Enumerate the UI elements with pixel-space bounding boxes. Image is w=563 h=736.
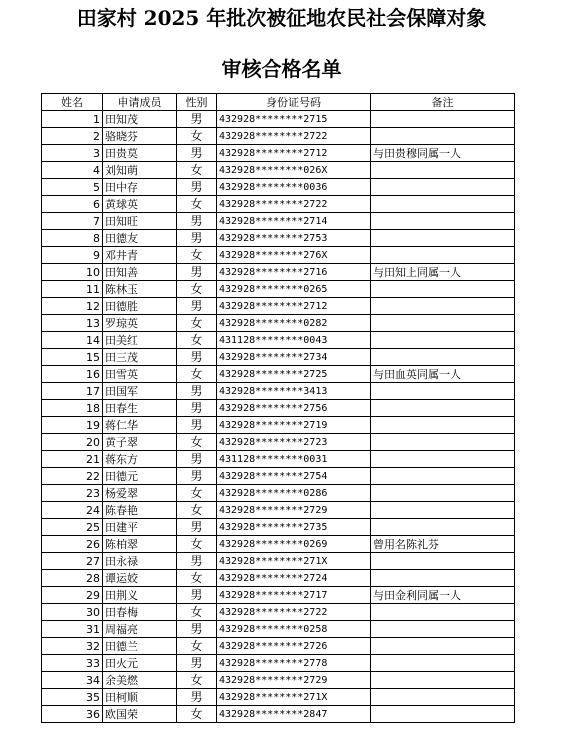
cell-sex: 男: [177, 400, 217, 417]
table-row: [42, 434, 515, 451]
cell-note: [371, 128, 515, 145]
cell-sex: 男: [177, 689, 217, 706]
cell-id-number: 432928********0265: [217, 281, 371, 298]
table-row: [42, 621, 515, 638]
cell-id-number: 432928********026X: [217, 162, 371, 179]
cell-no: 15: [42, 349, 103, 366]
cell-id-number: 432928********2715: [217, 111, 371, 128]
cell-no: 9: [42, 247, 103, 264]
cell-member-name: 谭运姣: [103, 570, 177, 587]
cell-note: [371, 298, 515, 315]
cell-sex: 男: [177, 587, 217, 604]
cell-note: [371, 655, 515, 672]
header-member: 申请成员: [103, 94, 177, 111]
cell-member-name: 余美燃: [103, 672, 177, 689]
cell-id-number: 432928********0258: [217, 621, 371, 638]
cell-sex: 女: [177, 128, 217, 145]
cell-member-name: 蒋东方: [103, 451, 177, 468]
cell-member-name: 周福亮: [103, 621, 177, 638]
cell-no: 34: [42, 672, 103, 689]
cell-id-number: 432928********2735: [217, 519, 371, 536]
cell-member-name: 田知茂: [103, 111, 177, 128]
cell-member-name: 陈林玉: [103, 281, 177, 298]
cell-id-number: 432928********2726: [217, 638, 371, 655]
table-row: [42, 332, 515, 349]
cell-id-number: 432928********2719: [217, 417, 371, 434]
header-id: 身份证号码: [217, 94, 371, 111]
cell-member-name: 罗琼英: [103, 315, 177, 332]
cell-member-name: 田中存: [103, 179, 177, 196]
cell-no: 18: [42, 400, 103, 417]
cell-member-name: 田美红: [103, 332, 177, 349]
table-row: [42, 162, 515, 179]
table-row: [42, 349, 515, 366]
cell-no: 29: [42, 587, 103, 604]
table-row: [42, 536, 515, 553]
cell-member-name: 田春生: [103, 400, 177, 417]
table-row: [42, 400, 515, 417]
cell-note: [371, 502, 515, 519]
cell-member-name: 蒋仁华: [103, 417, 177, 434]
document-title: 田家村 2025 年批次被征地农民社会保障对象: [76, 6, 487, 30]
cell-note: [371, 281, 515, 298]
cell-no: 4: [42, 162, 103, 179]
cell-sex: 女: [177, 604, 217, 621]
cell-sex: 女: [177, 162, 217, 179]
table-row: [42, 179, 515, 196]
cell-note: [371, 349, 515, 366]
cell-member-name: 田柯顺: [103, 689, 177, 706]
cell-id-number: 432928********3413: [217, 383, 371, 400]
cell-no: 27: [42, 553, 103, 570]
cell-id-number: 432928********2734: [217, 349, 371, 366]
table-row: [42, 230, 515, 247]
cell-id-number: 432928********0036: [217, 179, 371, 196]
cell-member-name: 田火元: [103, 655, 177, 672]
cell-no: 21: [42, 451, 103, 468]
cell-note: [371, 383, 515, 400]
cell-member-name: 田知旺: [103, 213, 177, 230]
table-row: [42, 383, 515, 400]
table-row: [42, 111, 515, 128]
cell-no: 28: [42, 570, 103, 587]
cell-note: [371, 672, 515, 689]
cell-note: [371, 417, 515, 434]
cell-id-number: 432928********2717: [217, 587, 371, 604]
cell-no: 19: [42, 417, 103, 434]
cell-sex: 女: [177, 502, 217, 519]
cell-note: [371, 553, 515, 570]
cell-no: 35: [42, 689, 103, 706]
table-row: [42, 587, 515, 604]
cell-no: 2: [42, 128, 103, 145]
table-body: [42, 111, 515, 723]
cell-sex: 女: [177, 706, 217, 723]
cell-sex: 男: [177, 111, 217, 128]
cell-note: [371, 434, 515, 451]
cell-member-name: 欧国荣: [103, 706, 177, 723]
cell-sex: 男: [177, 264, 217, 281]
cell-member-name: 杨爱翠: [103, 485, 177, 502]
cell-sex: 女: [177, 638, 217, 655]
cell-no: 26: [42, 536, 103, 553]
cell-sex: 女: [177, 434, 217, 451]
cell-no: 8: [42, 230, 103, 247]
header-sex: 性别: [177, 94, 217, 111]
cell-member-name: 骆晓芬: [103, 128, 177, 145]
header-row: [42, 94, 515, 111]
cell-no: 14: [42, 332, 103, 349]
cell-id-number: 432928********2778: [217, 655, 371, 672]
cell-no: 13: [42, 315, 103, 332]
table-row: [42, 264, 515, 281]
cell-member-name: 田三茂: [103, 349, 177, 366]
cell-note: [371, 162, 515, 179]
cell-sex: 男: [177, 145, 217, 162]
cell-note: 与田金利同属一人: [371, 587, 515, 604]
cell-no: 25: [42, 519, 103, 536]
cell-member-name: 田春梅: [103, 604, 177, 621]
cell-member-name: 田永禄: [103, 553, 177, 570]
cell-sex: 女: [177, 570, 217, 587]
cell-id-number: 432928********0282: [217, 315, 371, 332]
cell-sex: 男: [177, 417, 217, 434]
cell-no: 11: [42, 281, 103, 298]
table-row: [42, 128, 515, 145]
cell-member-name: 田荆义: [103, 587, 177, 604]
cell-note: [371, 230, 515, 247]
cell-sex: 男: [177, 383, 217, 400]
cell-note: 与田血英同属一人: [371, 366, 515, 383]
roster-table: [41, 93, 515, 723]
cell-sex: 男: [177, 230, 217, 247]
cell-id-number: 432928********2723: [217, 434, 371, 451]
cell-note: 与田贵穆同属一人: [371, 145, 515, 162]
cell-no: 16: [42, 366, 103, 383]
table-row: [42, 468, 515, 485]
cell-note: [371, 213, 515, 230]
cell-no: 24: [42, 502, 103, 519]
cell-member-name: 田德元: [103, 468, 177, 485]
table-header: [42, 94, 515, 111]
table-row: [42, 366, 515, 383]
table-row: [42, 570, 515, 587]
cell-no: 22: [42, 468, 103, 485]
cell-no: 6: [42, 196, 103, 213]
header-note: 备注: [371, 94, 515, 111]
cell-id-number: 432928********2722: [217, 604, 371, 621]
cell-sex: 女: [177, 672, 217, 689]
table-row: [42, 689, 515, 706]
cell-note: [371, 451, 515, 468]
cell-id-number: 432928********2729: [217, 502, 371, 519]
cell-sex: 女: [177, 366, 217, 383]
table-row: [42, 604, 515, 621]
cell-member-name: 黄子翠: [103, 434, 177, 451]
cell-note: [371, 247, 515, 264]
cell-no: 17: [42, 383, 103, 400]
cell-sex: 男: [177, 451, 217, 468]
cell-no: 1: [42, 111, 103, 128]
cell-note: 与田知上同属一人: [371, 264, 515, 281]
cell-sex: 女: [177, 332, 217, 349]
cell-member-name: 田国军: [103, 383, 177, 400]
table-row: [42, 417, 515, 434]
cell-note: [371, 196, 515, 213]
cell-note: [371, 485, 515, 502]
cell-note: [371, 519, 515, 536]
cell-member-name: 陈柏翠: [103, 536, 177, 553]
cell-id-number: 432928********2754: [217, 468, 371, 485]
cell-member-name: 田知善: [103, 264, 177, 281]
cell-no: 36: [42, 706, 103, 723]
cell-id-number: 432928********2714: [217, 213, 371, 230]
cell-sex: 男: [177, 213, 217, 230]
cell-sex: 女: [177, 196, 217, 213]
cell-member-name: 田建平: [103, 519, 177, 536]
cell-note: 曾用名陈礼芬: [371, 536, 515, 553]
header-no: 姓名: [42, 94, 103, 111]
cell-id-number: 432928********2847: [217, 706, 371, 723]
table-row: [42, 655, 515, 672]
table-row: [42, 706, 515, 723]
cell-member-name: 田德兰: [103, 638, 177, 655]
cell-note: [371, 315, 515, 332]
cell-sex: 女: [177, 485, 217, 502]
cell-no: 5: [42, 179, 103, 196]
cell-no: 3: [42, 145, 103, 162]
cell-member-name: 田贵莫: [103, 145, 177, 162]
cell-id-number: 432928********2722: [217, 196, 371, 213]
cell-sex: 男: [177, 468, 217, 485]
table-row: [42, 298, 515, 315]
cell-no: 33: [42, 655, 103, 672]
table-row: [42, 247, 515, 264]
cell-note: [371, 570, 515, 587]
cell-id-number: 432928********2712: [217, 145, 371, 162]
cell-no: 10: [42, 264, 103, 281]
cell-member-name: 黄球英: [103, 196, 177, 213]
cell-id-number: 432928********2716: [217, 264, 371, 281]
cell-id-number: 432928********2756: [217, 400, 371, 417]
cell-id-number: 431128********0031: [217, 451, 371, 468]
table-row: [42, 638, 515, 655]
cell-no: 7: [42, 213, 103, 230]
cell-id-number: 432928********271X: [217, 553, 371, 570]
cell-note: [371, 468, 515, 485]
cell-id-number: 432928********0269: [217, 536, 371, 553]
table-row: [42, 213, 515, 230]
cell-id-number: 432928********2753: [217, 230, 371, 247]
cell-no: 31: [42, 621, 103, 638]
cell-no: 12: [42, 298, 103, 315]
cell-sex: 男: [177, 179, 217, 196]
cell-note: [371, 604, 515, 621]
table-row: [42, 145, 515, 162]
cell-sex: 女: [177, 247, 217, 264]
cell-member-name: 田德友: [103, 230, 177, 247]
table-row: [42, 502, 515, 519]
cell-sex: 男: [177, 298, 217, 315]
cell-note: [371, 111, 515, 128]
cell-no: 32: [42, 638, 103, 655]
cell-sex: 女: [177, 315, 217, 332]
table-row: [42, 553, 515, 570]
cell-sex: 男: [177, 519, 217, 536]
cell-sex: 男: [177, 655, 217, 672]
table-row: [42, 315, 515, 332]
cell-note: [371, 332, 515, 349]
cell-sex: 男: [177, 349, 217, 366]
cell-sex: 女: [177, 536, 217, 553]
table-row: [42, 672, 515, 689]
cell-no: 30: [42, 604, 103, 621]
cell-sex: 男: [177, 553, 217, 570]
cell-id-number: 432928********0286: [217, 485, 371, 502]
cell-note: [371, 689, 515, 706]
cell-id-number: 432928********2725: [217, 366, 371, 383]
cell-member-name: 田德胜: [103, 298, 177, 315]
table-row: [42, 281, 515, 298]
cell-sex: 女: [177, 281, 217, 298]
cell-member-name: 邓井青: [103, 247, 177, 264]
cell-id-number: 432928********271X: [217, 689, 371, 706]
table-row: [42, 485, 515, 502]
cell-member-name: 陈春艳: [103, 502, 177, 519]
cell-id-number: 432928********2722: [217, 128, 371, 145]
cell-no: 20: [42, 434, 103, 451]
cell-note: [371, 179, 515, 196]
cell-id-number: 432928********2724: [217, 570, 371, 587]
cell-id-number: 431128********0043: [217, 332, 371, 349]
document-subtitle: 审核合格名单: [221, 57, 342, 81]
cell-note: [371, 706, 515, 723]
cell-member-name: 田雪英: [103, 366, 177, 383]
cell-note: [371, 638, 515, 655]
cell-note: [371, 621, 515, 638]
table-row: [42, 519, 515, 536]
table-row: [42, 451, 515, 468]
cell-no: 23: [42, 485, 103, 502]
cell-member-name: 刘知萌: [103, 162, 177, 179]
cell-id-number: 432928********276X: [217, 247, 371, 264]
cell-note: [371, 400, 515, 417]
cell-sex: 男: [177, 621, 217, 638]
table-row: [42, 196, 515, 213]
cell-id-number: 432928********2729: [217, 672, 371, 689]
cell-id-number: 432928********2712: [217, 298, 371, 315]
